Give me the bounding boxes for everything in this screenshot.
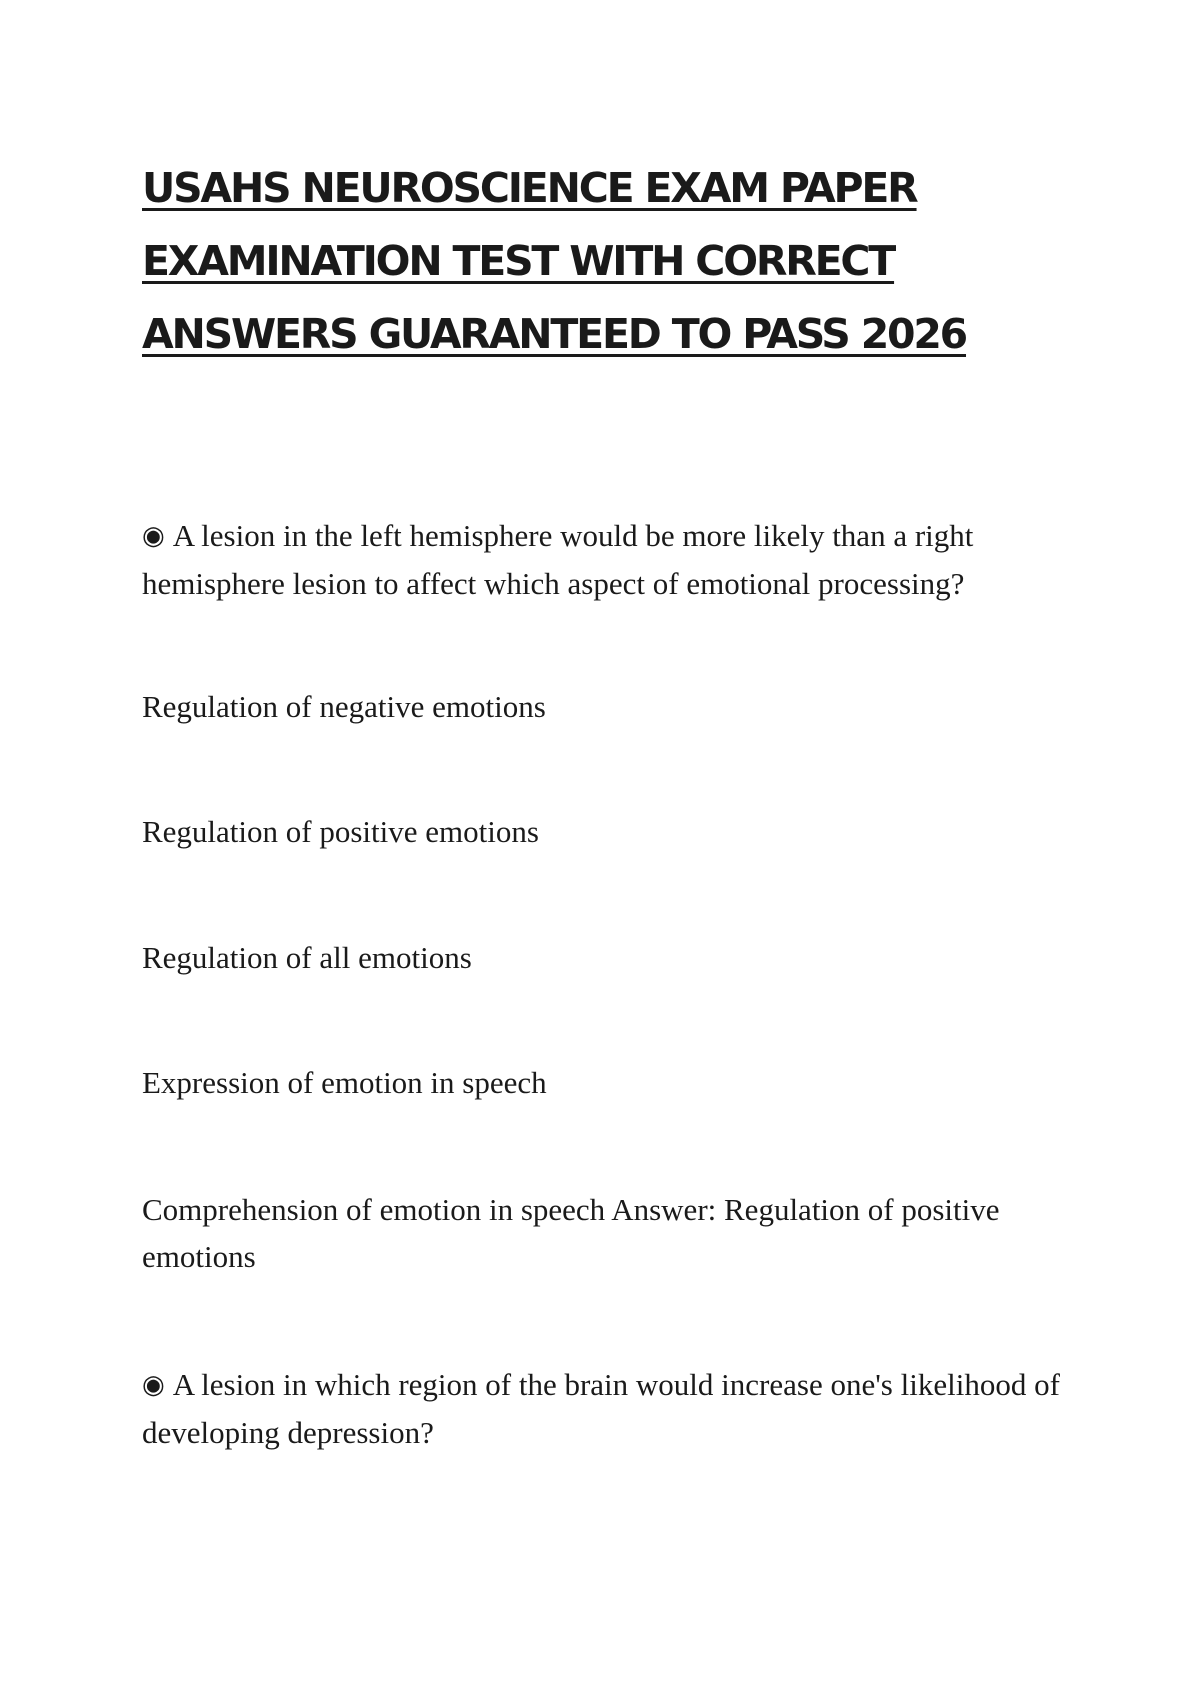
answer-option: Expression of emotion in speech [142,1065,547,1100]
question-2 [142,1361,1072,1456]
document-title [142,152,1042,371]
question-text: A lesion in the left hemisphere would be more likely than a right hemisphere lesion to affect which aspect of emotional processing? [142,518,974,601]
title-line: ANSWERS GUARANTEED TO PASS 2026 [142,310,967,358]
answer-option: Regulation of all emotions [142,940,472,975]
radio-bullet-icon: ◉ [142,1370,165,1400]
question-text: A lesion in which region of the brain would increase one's likelihood of developing depression? [142,1367,1060,1450]
question-1 [142,512,1072,607]
title-line: USAHS NEUROSCIENCE EXAM PAPER [142,164,917,212]
answer-option-with-answer: Comprehension of emotion in speech Answer: Regulation of positive emotions [142,1192,1000,1274]
answer-option: Regulation of positive emotions [142,814,539,849]
radio-bullet-icon: ◉ [142,521,165,551]
title-line: EXAMINATION TEST WITH CORRECT [142,237,895,285]
answer-option: Regulation of negative emotions [142,689,546,724]
